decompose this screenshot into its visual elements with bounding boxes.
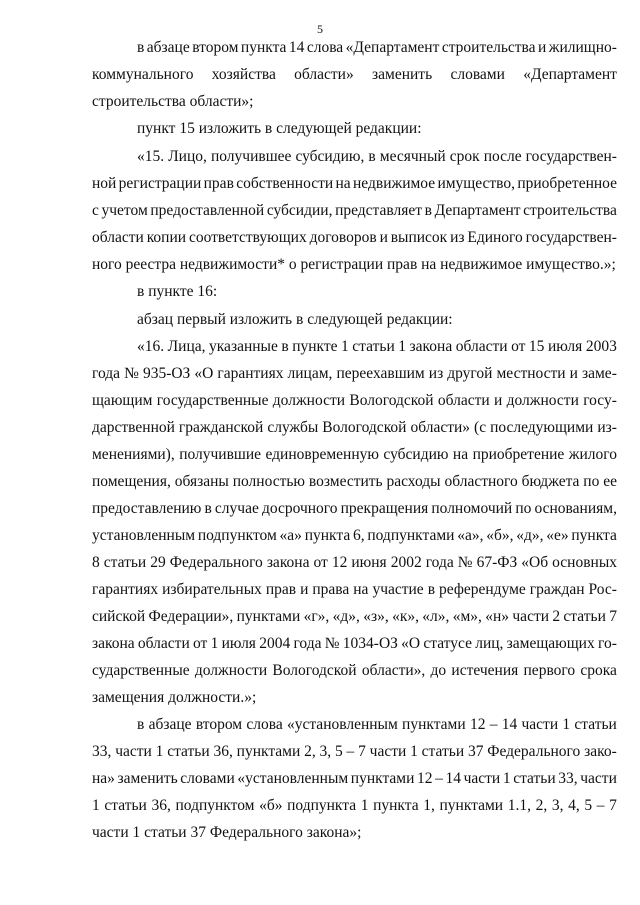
- paragraph-line: [92, 173, 617, 195]
- word: основаниям,: [534, 500, 617, 517]
- paragraph-line: [92, 498, 617, 520]
- word: соответствующих: [188, 229, 307, 246]
- word: единовременную: [265, 446, 379, 463]
- word: №: [324, 635, 340, 652]
- word: 2004: [259, 635, 291, 652]
- word: 12: [331, 554, 348, 571]
- word: 33,: [558, 770, 578, 787]
- word: статьи: [104, 797, 147, 814]
- word: выписок: [390, 229, 448, 246]
- word: 33,: [92, 743, 112, 760]
- word: области: [437, 392, 490, 409]
- word: части: [115, 743, 152, 760]
- word: Лицо,: [168, 148, 207, 165]
- paragraph-line: [137, 37, 617, 59]
- word: –: [489, 716, 498, 733]
- word: субсидию: [383, 446, 449, 463]
- paragraph-line: [92, 200, 617, 222]
- word: в: [427, 581, 436, 598]
- word: переехавшим: [336, 365, 425, 382]
- paragraph-line: строительства области»;: [92, 93, 254, 110]
- paragraph-line: [92, 525, 617, 547]
- word: года: [425, 554, 454, 571]
- word: субсидию,: [295, 148, 365, 165]
- word: 1: [210, 635, 219, 652]
- word: 1: [155, 743, 164, 760]
- word: прав: [265, 581, 297, 598]
- word: в: [424, 202, 432, 219]
- word: словами: [450, 66, 505, 83]
- word: дарственной: [92, 419, 175, 436]
- word: июля: [547, 338, 583, 355]
- word: от: [313, 554, 328, 571]
- word: избирательных: [162, 581, 262, 598]
- word: пункта: [373, 797, 419, 814]
- word: 37: [467, 743, 484, 760]
- word: 3,: [551, 797, 564, 814]
- paragraph-line: [92, 579, 617, 601]
- word: 1: [502, 770, 511, 787]
- word: 6,: [352, 527, 365, 544]
- paragraph-line: ного реестра недвижимости* о регистрации прав на недвижимое имущество.»;: [92, 256, 616, 273]
- paragraph-line: [92, 660, 617, 682]
- word: пунктами: [402, 716, 466, 733]
- word: статьи: [574, 716, 617, 733]
- word: щающим: [92, 392, 153, 409]
- word: «О: [401, 635, 421, 652]
- word: случае: [214, 500, 259, 517]
- word: пунктами: [350, 770, 415, 787]
- word: от: [511, 338, 526, 355]
- word: №: [124, 365, 139, 382]
- word: статьи: [352, 338, 395, 355]
- word: июля: [221, 635, 256, 652]
- word: прав: [203, 175, 234, 192]
- word: втором: [192, 39, 239, 56]
- word: статьи: [563, 608, 606, 625]
- word: слова: [246, 716, 283, 733]
- word: участие: [372, 581, 424, 598]
- word: в: [137, 39, 145, 56]
- word: менениями),: [92, 446, 175, 463]
- word: области»: [294, 66, 354, 83]
- word: «л»,: [422, 608, 450, 625]
- word: указанные: [209, 338, 278, 355]
- word: 36,: [151, 797, 171, 814]
- word: сийской: [92, 608, 146, 625]
- word: в: [204, 500, 212, 517]
- word: пункте: [292, 338, 338, 355]
- word: абзаце: [146, 39, 190, 56]
- word: подпунктом: [197, 527, 277, 544]
- word: с: [92, 202, 99, 219]
- word: 67-ФЗ: [476, 554, 518, 571]
- word: статьи: [167, 743, 210, 760]
- word: регистрации: [118, 175, 202, 192]
- word: первого: [523, 662, 576, 679]
- paragraph-line: части 1 статьи 37 Федерального закона»;: [92, 824, 362, 841]
- paragraph-line: [92, 552, 617, 574]
- word: 29: [150, 554, 166, 571]
- word: гарантиях: [217, 365, 284, 382]
- word: 2,: [304, 743, 316, 760]
- word: заменить: [117, 770, 178, 787]
- word: года: [92, 365, 121, 382]
- word: должности: [272, 392, 346, 409]
- word: «к»,: [392, 608, 419, 625]
- word: 8: [92, 554, 100, 571]
- word: «е»: [546, 527, 569, 544]
- word: 5: [334, 743, 343, 760]
- word: 1: [398, 338, 407, 355]
- word: строительства: [441, 39, 536, 56]
- word: получившие: [179, 446, 262, 463]
- word: собственности: [236, 175, 334, 192]
- word: «д»,: [516, 527, 544, 544]
- word: «з»,: [363, 608, 389, 625]
- word: по: [515, 500, 532, 517]
- word: го-: [597, 635, 617, 652]
- paragraph-line: [137, 146, 617, 168]
- word: области: [92, 229, 144, 246]
- paragraph-line: [92, 363, 617, 385]
- word: предоставленной: [150, 202, 265, 219]
- word: на: [452, 446, 469, 463]
- word: расходы: [386, 473, 441, 490]
- word: субсидии,: [266, 202, 333, 219]
- word: Вологодской: [322, 419, 407, 436]
- word: и: [494, 392, 503, 409]
- word: лиц,: [475, 635, 504, 652]
- word: словами: [180, 770, 235, 787]
- word: ной: [92, 175, 117, 192]
- word: Федерального: [487, 743, 581, 760]
- paragraph-line: абзац первый изложить в следующей редакции:: [137, 311, 453, 328]
- paragraph-line: [92, 471, 617, 493]
- word: Вологодской: [272, 662, 357, 679]
- paragraph-line: [92, 768, 617, 790]
- word: «Департамент: [523, 66, 617, 83]
- word: 1034-ОЗ: [342, 635, 398, 652]
- word: «установленным: [237, 770, 349, 787]
- word: права: [312, 581, 350, 598]
- word: возместить: [308, 473, 383, 490]
- word: из: [450, 229, 465, 246]
- word: граждан: [529, 581, 585, 598]
- word: имущество,: [437, 175, 515, 192]
- word: от: [193, 635, 208, 652]
- word: срок: [449, 148, 480, 165]
- word: госу-: [583, 392, 617, 409]
- paragraph-line: [137, 336, 617, 358]
- word: из-: [597, 419, 617, 436]
- word: 2003: [585, 338, 617, 355]
- word: Лица,: [167, 338, 206, 355]
- word: коммунального: [92, 66, 194, 83]
- word: –: [435, 770, 443, 787]
- word: Департамент: [434, 202, 521, 219]
- word: 1: [341, 338, 349, 355]
- word: «Департамент: [345, 39, 440, 56]
- word: строительства: [523, 202, 617, 219]
- word: хозяйства: [211, 66, 276, 83]
- word: в: [281, 338, 289, 355]
- word: части: [580, 770, 617, 787]
- word: «м»,: [452, 608, 482, 625]
- word: «а»,: [457, 527, 484, 544]
- word: Вологодской: [349, 392, 434, 409]
- word: 14: [288, 39, 305, 56]
- word: заменить: [372, 66, 433, 83]
- word: срока: [580, 662, 617, 679]
- word: на: [353, 581, 369, 598]
- word: «д»,: [332, 608, 360, 625]
- word: прекращения: [340, 500, 429, 517]
- word: закона: [266, 554, 310, 571]
- word: последующими: [490, 419, 594, 436]
- word: 15: [528, 338, 545, 355]
- word: Федерального: [169, 554, 263, 571]
- word: –: [596, 797, 605, 814]
- word: 1: [92, 797, 100, 814]
- word: пункта: [571, 527, 617, 544]
- word: по: [583, 473, 600, 490]
- word: (с: [474, 419, 487, 436]
- word: жилого: [568, 446, 617, 463]
- paragraph-line: [92, 390, 617, 412]
- word: пунктами: [236, 743, 301, 760]
- word: пунктами: [439, 797, 504, 814]
- word: местности: [496, 365, 566, 382]
- word: области: [455, 338, 508, 355]
- word: помещения,: [92, 473, 171, 490]
- word: «г»,: [303, 608, 330, 625]
- word: областного: [444, 473, 518, 490]
- word: должности: [506, 392, 579, 409]
- word: подпунктом: [175, 797, 255, 814]
- paragraph-line: [92, 227, 617, 249]
- word: области»,: [361, 662, 426, 679]
- word: гарантиях: [92, 581, 159, 598]
- paragraph-line: пункт 15 изложить в следующей редакции:: [137, 120, 422, 137]
- word: жилищно-: [548, 39, 617, 56]
- word: 7: [609, 608, 617, 625]
- word: и: [379, 229, 388, 246]
- word: 3,: [319, 743, 332, 760]
- word: предоставлению: [92, 500, 202, 517]
- word: истечения: [451, 662, 519, 679]
- word: втором: [195, 716, 243, 733]
- paragraph-line: [92, 444, 617, 466]
- word: из: [428, 365, 444, 382]
- word: государствен-: [525, 148, 617, 165]
- word: и: [569, 365, 578, 382]
- word: сударственные: [92, 662, 190, 679]
- word: «15.: [137, 148, 165, 165]
- word: приобретение: [472, 446, 565, 463]
- word: должности: [194, 662, 268, 679]
- word: «н»: [485, 608, 510, 625]
- word: абзаце: [148, 716, 192, 733]
- word: службы: [267, 419, 319, 436]
- paragraph-line: [92, 64, 617, 86]
- word: на: [335, 175, 351, 192]
- word: полностью: [232, 473, 306, 490]
- word: закона: [409, 338, 453, 355]
- word: государствен-: [525, 229, 617, 246]
- word: после: [483, 148, 522, 165]
- word: пунктами: [236, 608, 301, 625]
- word: копии: [146, 229, 187, 246]
- word: недвижимое: [353, 175, 436, 192]
- word: в: [368, 148, 376, 165]
- word: «установленным: [286, 716, 398, 733]
- word: 1: [562, 716, 571, 733]
- word: установленным: [92, 527, 196, 544]
- word: статьи: [103, 554, 147, 571]
- word: референдуме: [439, 581, 526, 598]
- word: Рос-: [588, 581, 617, 598]
- paragraph-line: замещения должности.»;: [92, 689, 257, 706]
- word: 1,: [423, 797, 435, 814]
- word: «б»,: [486, 527, 514, 544]
- word: июня: [351, 554, 387, 571]
- word: закона: [92, 635, 135, 652]
- word: года: [293, 635, 322, 652]
- word: №: [457, 554, 473, 571]
- word: 5: [584, 797, 593, 814]
- word: месячный: [379, 148, 446, 165]
- word: 2: [552, 608, 561, 625]
- word: «б»: [259, 797, 283, 814]
- word: «16.: [137, 338, 165, 355]
- word: заме-: [582, 365, 617, 382]
- word: зако-: [584, 743, 617, 760]
- word: пункта: [240, 39, 287, 56]
- word: договоров: [309, 229, 377, 246]
- word: замещающих: [506, 635, 595, 652]
- word: статьи: [513, 770, 556, 787]
- word: 7: [358, 743, 366, 760]
- word: части: [463, 770, 501, 787]
- word: 2002: [390, 554, 422, 571]
- word: учетом: [101, 202, 148, 219]
- word: Единого: [467, 229, 523, 246]
- word: статусе: [423, 635, 472, 652]
- word: «Об: [521, 554, 549, 571]
- paragraph-line: [92, 606, 617, 628]
- word: 14: [445, 770, 461, 787]
- word: получившее: [210, 148, 292, 165]
- word: –: [346, 743, 355, 760]
- word: части: [512, 608, 550, 625]
- word: 12: [469, 716, 486, 733]
- word: другой: [447, 365, 493, 382]
- page-number: 5: [317, 22, 323, 36]
- word: до: [430, 662, 447, 679]
- word: слова: [306, 39, 344, 56]
- word: 1: [410, 743, 418, 760]
- word: на»: [92, 770, 115, 787]
- word: 1: [360, 797, 369, 814]
- paragraph-line: [92, 417, 617, 439]
- word: государственные: [156, 392, 269, 409]
- word: части: [521, 716, 559, 733]
- word: досрочного: [261, 500, 338, 517]
- word: основных: [552, 554, 617, 571]
- paragraph-line: [92, 795, 617, 817]
- word: бюджета: [521, 473, 580, 490]
- word: в: [137, 716, 145, 733]
- word: подпунктами: [367, 527, 455, 544]
- word: 14: [501, 716, 518, 733]
- word: 935-ОЗ: [142, 365, 191, 382]
- word: ее: [603, 473, 617, 490]
- word: части: [369, 743, 407, 760]
- word: представляет: [335, 202, 423, 219]
- word: подпункта: [287, 797, 357, 814]
- word: 2,: [535, 797, 548, 814]
- paragraph-line: [92, 633, 617, 655]
- word: 4,: [568, 797, 580, 814]
- word: 36,: [213, 743, 233, 760]
- word: «О: [194, 365, 214, 382]
- word: 1.1,: [507, 797, 531, 814]
- paragraph-line: в пункте 16:: [137, 283, 218, 300]
- word: и: [538, 39, 547, 56]
- word: «а»: [279, 527, 302, 544]
- word: 7: [609, 797, 617, 814]
- paragraph-line: [137, 714, 617, 736]
- word: статьи: [421, 743, 465, 760]
- word: приобретенное: [517, 175, 617, 192]
- paragraph-line: [92, 741, 617, 763]
- word: гражданской: [178, 419, 264, 436]
- word: пункта: [304, 527, 351, 544]
- word: Федерации»,: [148, 608, 234, 625]
- word: обязаны: [174, 473, 229, 490]
- word: полномочий: [431, 500, 513, 517]
- word: и: [300, 581, 309, 598]
- word: области: [137, 635, 190, 652]
- word: области»: [410, 419, 471, 436]
- word: 12: [417, 770, 433, 787]
- word: лицам,: [287, 365, 333, 382]
